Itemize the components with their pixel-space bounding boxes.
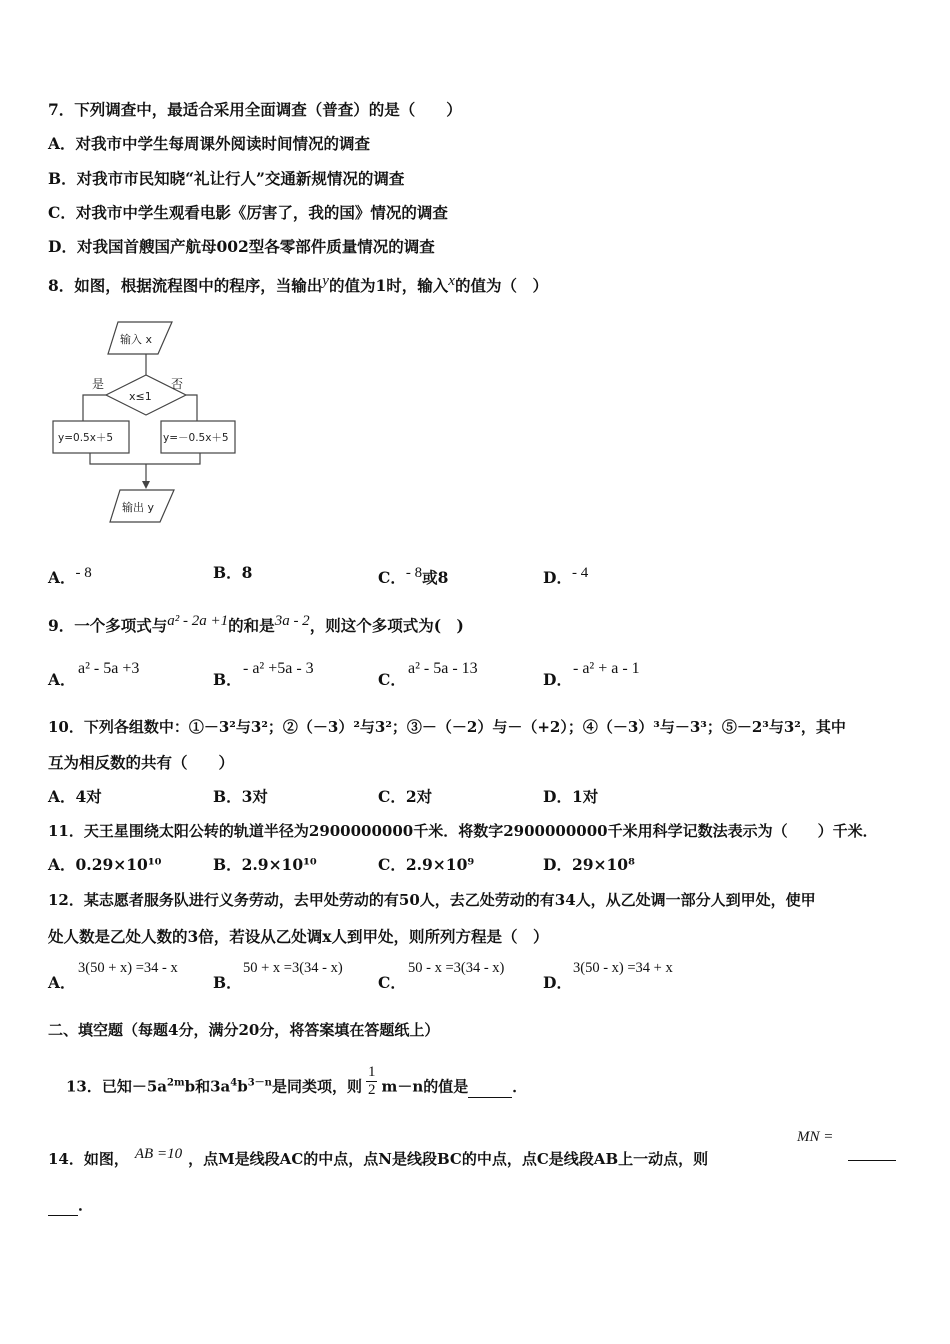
q8-stem: 8．如图，根据流程图中的程序，当输出$^y$的值为1时，输入$^x$的值为（ ） <box>48 273 548 296</box>
q10-option-a: A．4对 <box>48 787 102 806</box>
q14-blank-end: ． <box>48 1195 94 1216</box>
q12-option-d-expr: 3(50 - x) =34 + x <box>573 960 673 976</box>
q12-option-b-expr: 50 + x =3(34 - x) <box>243 960 343 976</box>
flow-no-label: 否 <box>171 377 184 391</box>
q10-option-b: B．3对 <box>213 787 268 806</box>
q8-var-y: y <box>322 273 329 289</box>
q8-option-c: C．$^{- 8}$或8 <box>378 565 449 588</box>
q11-option-d: D．29×10⁸ <box>543 855 635 874</box>
q9-option-d: D． <box>543 670 572 689</box>
flow-left-text: y=0.5x＋5 <box>58 432 114 444</box>
q12-stem-line2: 处人数是乙处人数的3倍，若设从乙处调x人到甲处，则所列方程是（ ） <box>48 927 549 946</box>
q7-option-d: D．对我国首艘国产航母002型各零部件质量情况的调查 <box>48 237 435 256</box>
flow-yes-label: 是 <box>92 377 105 391</box>
q11-stem: 11．天王星围绕太阳公转的轨道半径为2900000000千米．将数字2900000000千米用科学记数法表示为（ ）千米． <box>48 822 878 840</box>
q9-option-a: A． <box>48 670 76 689</box>
q11-option-c: C．2.9×10⁹ <box>378 855 475 874</box>
q9-option-d-expr: - a² + a - 1 <box>573 660 640 677</box>
q10-stem-line1: 10．下列各组数中：①－3²与3²；②（－3）²与3²；③－（－2）与－（+2）；④（－3）³与－3³；⑤－2³与3²，其中 <box>48 718 846 736</box>
q12-option-d: D． <box>543 973 572 992</box>
q9-option-c: C． <box>378 670 406 689</box>
q9-expr1: a² - 2a +1 <box>167 613 229 629</box>
q9-option-b: B． <box>213 670 242 689</box>
q8-option-b: B．8 <box>213 563 253 582</box>
q9-expr2: 3a - 2 <box>274 613 310 629</box>
q8-option-d: D．$^{- 4}$ <box>543 565 589 588</box>
q12-option-a: A． <box>48 973 76 992</box>
q10-option-c: C．2对 <box>378 787 433 806</box>
q13-stem: 13．已知$-5a^{2m}b$和$3a^4b^{3-n}$是同类项，则 $\frac{1}{2}$ m－n的值是 ． <box>66 1064 528 1098</box>
q7-option-a: A．对我市中学生每周课外阅读时间情况的调查 <box>48 134 371 153</box>
q10-stem-line2: 互为相反数的共有（ ） <box>48 753 235 772</box>
q14-stem: 14．如图， $^{AB =10}$ ，点M是线段AC的中点，点N是线段BC的中点，点C是线段AB上一动点，则 <box>48 1146 709 1168</box>
flow-cond-text: x≤1 <box>129 390 152 403</box>
q11-option-b: B．2.9×10¹⁰ <box>213 855 317 874</box>
section2-title: 二、填空题（每题4分，满分20分，将答案填在答题纸上） <box>48 1021 440 1039</box>
q7-option-b: B．对我市市民知晓“礼让行人”交通新规情况的调查 <box>48 169 405 188</box>
q12-stem-line1: 12．某志愿者服务队进行义务劳动，去甲处劳动的有50人，去乙处劳动的有34人，从乙处调一部分人到甲处，使甲 <box>48 891 816 909</box>
q9-option-c-expr: a² - 5a - 13 <box>408 660 478 677</box>
flow-right-text: y=－0.5x＋5 <box>163 432 229 444</box>
q9-option-b-expr: - a² +5a - 3 <box>243 660 314 677</box>
q12-option-a-expr: 3(50 + x) =34 - x <box>78 960 178 976</box>
q7-stem: 7．下列调查中，最适合采用全面调查（普查）的是（ ） <box>48 100 462 119</box>
q14-expr2: MN = <box>797 1129 834 1145</box>
q13-fraction: $\frac{1}{2}$ <box>367 1064 376 1098</box>
q8-option-a: A．$^{- 8}$ <box>48 565 92 588</box>
q11-option-a: A．0.29×10¹⁰ <box>48 855 162 874</box>
q9-stem: 9．一个多项式与$^{a^2 - 2a +1}$的和是$^{3a - 2}$，则这个多项式为( ) <box>48 613 464 636</box>
q10-option-d: D．1对 <box>543 787 599 806</box>
flow-input-text: 输入 x <box>120 333 153 346</box>
flow-output-text: 输出 y <box>122 501 155 514</box>
q14-answer-blank-cont[interactable] <box>48 1195 78 1216</box>
q12-option-c-expr: 50 - x =3(34 - x) <box>408 960 505 976</box>
q12-option-b: B． <box>213 973 242 992</box>
q14-answer-blank[interactable] <box>848 1160 896 1161</box>
q9-option-a-expr: a² - 5a +3 <box>78 660 140 677</box>
q7-option-c: C．对我市中学生观看电影《厉害了，我的国》情况的调查 <box>48 203 448 222</box>
q14-expr: AB =10 <box>134 1146 183 1162</box>
q8-flowchart <box>50 318 250 528</box>
q13-answer-blank[interactable] <box>468 1077 512 1098</box>
q8-var-x: x <box>448 273 455 289</box>
q12-option-c: C． <box>378 973 406 992</box>
